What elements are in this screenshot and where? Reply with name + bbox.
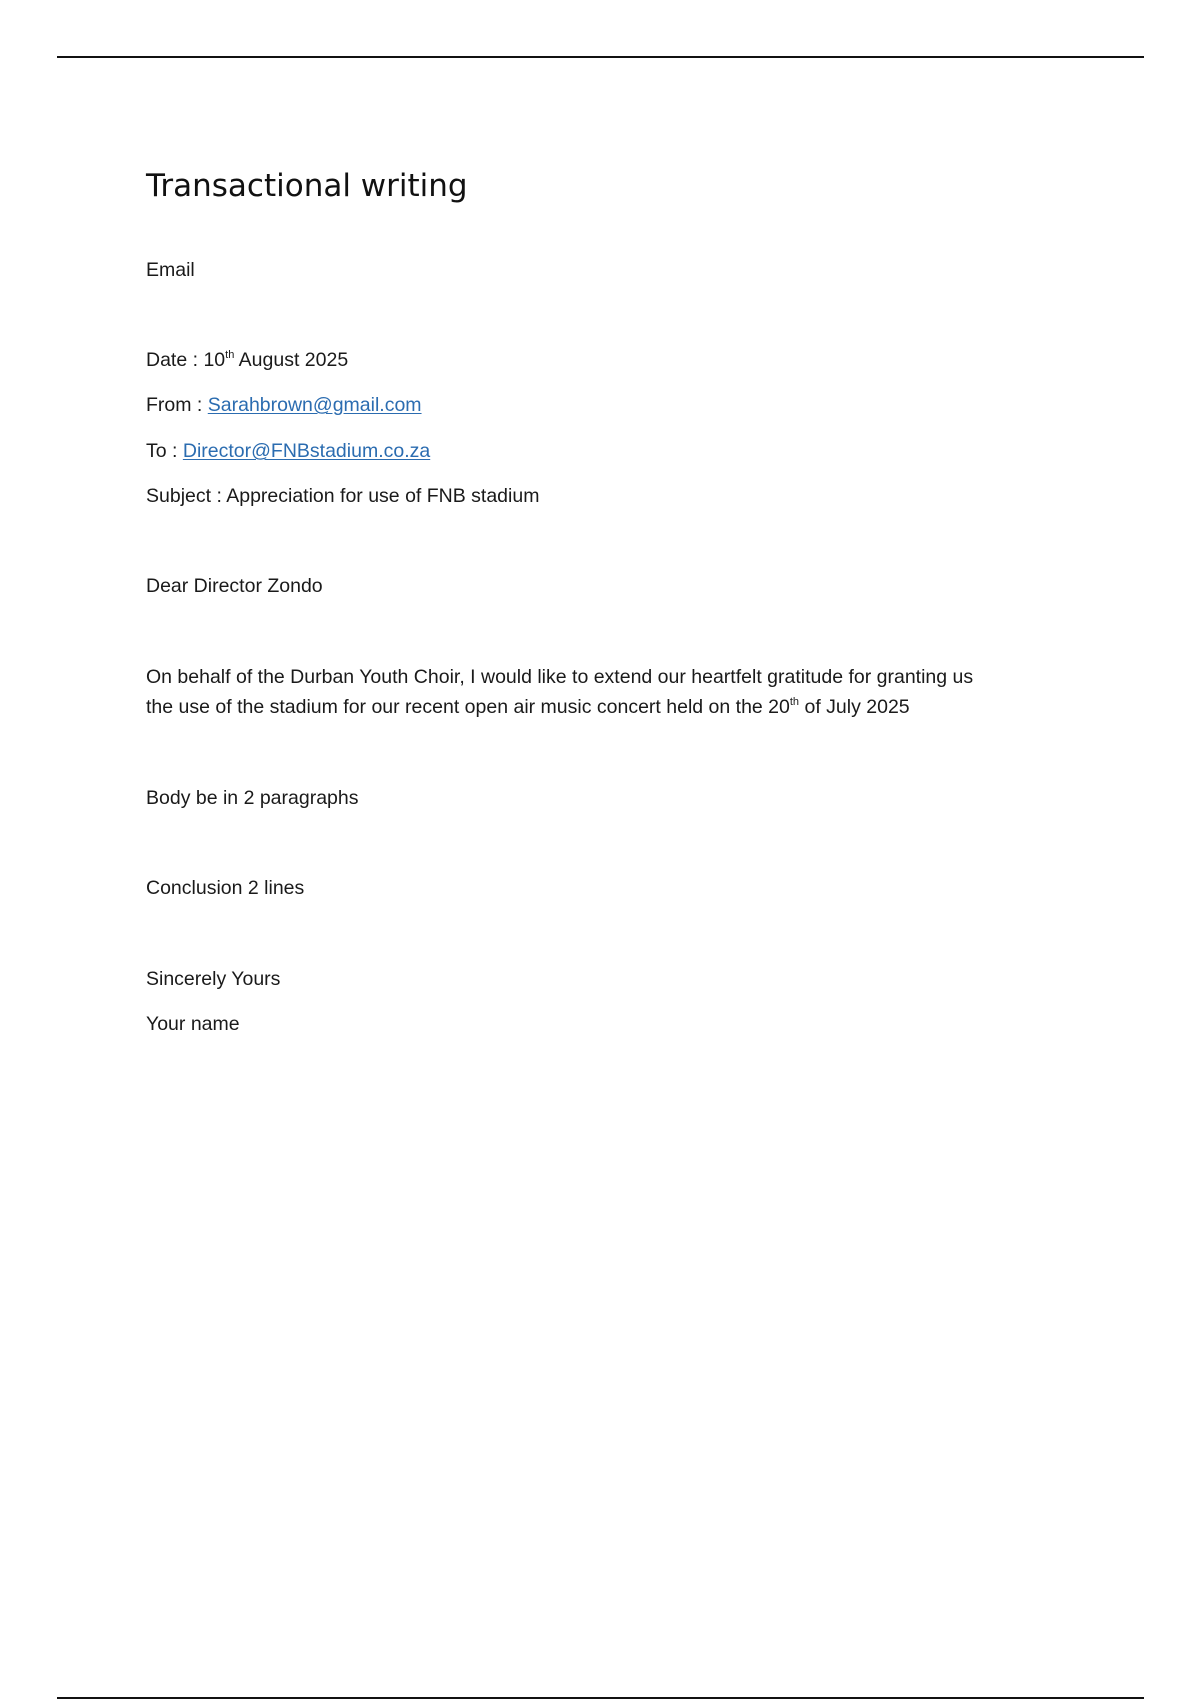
date-ordinal-suffix: th — [225, 348, 235, 361]
document-title: Transactional writing — [146, 168, 468, 204]
signature: Your name — [146, 1013, 240, 1035]
closing: Sincerely Yours — [146, 968, 281, 990]
document-type-label: Email — [146, 259, 195, 281]
intro-line-2 — [146, 692, 1046, 722]
header-rule — [57, 56, 1144, 58]
intro-ordinal-suffix: th — [789, 695, 800, 708]
to-line — [146, 439, 430, 463]
date-rest: August 2025 — [234, 349, 349, 371]
from-line — [146, 393, 422, 417]
conclusion-note: Conclusion 2 lines — [146, 877, 305, 899]
salutation: Dear Director Zondo — [146, 575, 323, 597]
subject-line: Subject : Appreciation for use of FNB stadium — [146, 485, 540, 507]
from-label: From : — [146, 394, 208, 416]
to-label: To : — [146, 440, 183, 462]
date-label: Date : 10 — [146, 349, 226, 371]
intro-line-1: On behalf of the Durban Youth Choir, I would like to extend our heartfelt gratitude for granting us — [146, 666, 974, 688]
intro-paragraph — [146, 662, 1046, 722]
body-note: Body be in 2 paragraphs — [146, 787, 359, 809]
footer-rule — [57, 1697, 1144, 1699]
intro-line-2-end: of July 2025 — [799, 696, 910, 718]
date-line — [146, 348, 348, 372]
intro-line-2-start: the use of the stadium for our recent open air music concert held on the 20 — [146, 696, 790, 718]
from-email-link[interactable]: Sarahbrown@gmail.com — [207, 394, 422, 416]
to-email-link[interactable]: Director@FNBstadium.co.za — [182, 440, 431, 462]
